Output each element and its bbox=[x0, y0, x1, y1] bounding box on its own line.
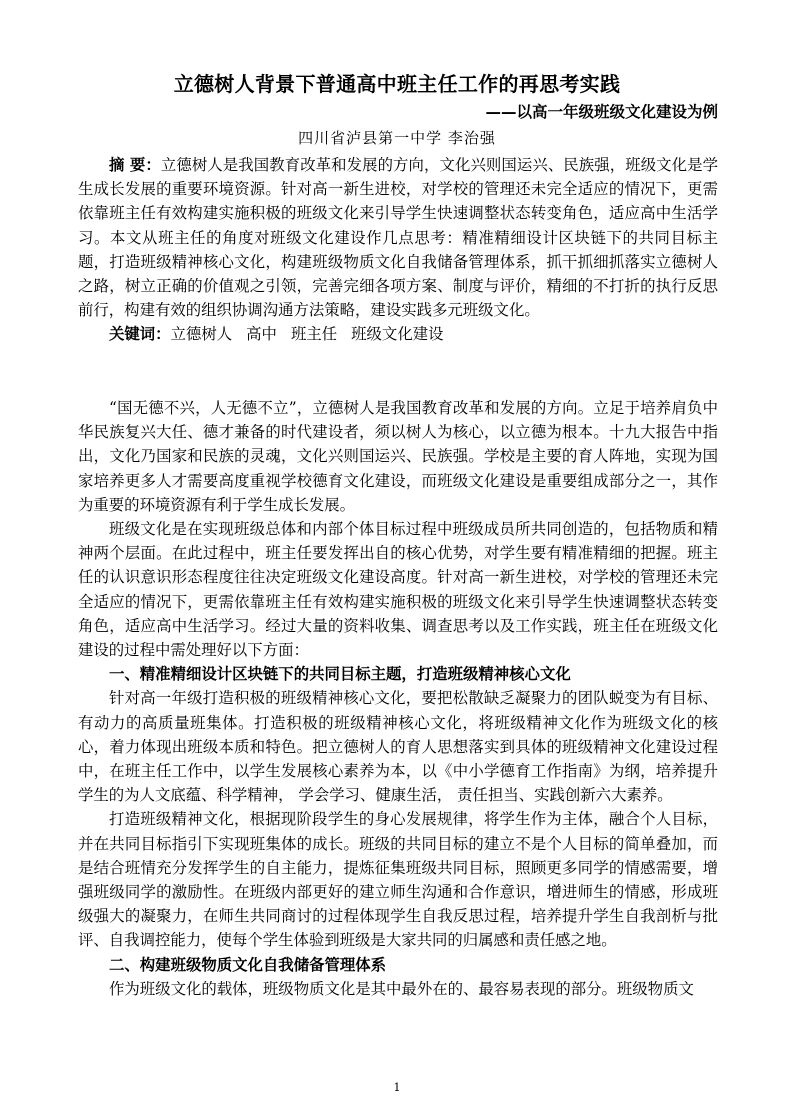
keyword: 立德树人 bbox=[170, 325, 233, 344]
document-subtitle: ——以高一年级班级文化建设为例 bbox=[485, 103, 718, 121]
keywords-label: 关键词： bbox=[109, 325, 171, 344]
body-paragraph: 作为班级文化的载体，班级物质文化是其中最外在的、最容易表现的部分。班级物质文 bbox=[109, 979, 694, 998]
abstract-block bbox=[78, 153, 718, 347]
keyword: 班级文化建设 bbox=[351, 325, 444, 344]
body-paragraph: 针对高一年级打造积极的班级精神核心文化，要把松散缺乏凝聚力的团队蜕变为有目标、有动力的高质量班集体。打造积极的班级精神核心文化，将班级精神文化作为班级文化的核心，着力体现出班级本质和特色。把立德树人的育人思想落实到具体的班级精神文化建设过程中，在班主任工作中，以学生发展核心素养为本，以《中小学德育工作指南》为纲，培养提升学生的为人文底蕴、科学精神， 学会学习、健康生活， 责任担当、实践创新六大素养。 bbox=[78, 689, 718, 805]
body-paragraph: 打造班级精神文化，根据现阶段学生的身心发展规律，将学生作为主体，融合个人目标，并在共同目标指引下实现班集体的成长。班级的共同目标的建立不是个人目标的简单叠加，而是结合班情充分发挥学生的自主能力，提炼征集班级共同目标，照顾更多同学的情感需要，增强班级同学的激励性。在班级内部更好的建立师生沟通和合作意识，增进师生的情感，形成班级强大的凝聚力，在师生共同商讨的过程体现学生自我反思过程，培养提升学生自我剖析与批评、自我调控能力，使每个学生体验到班级是大家共同的归属感和责任感之地。 bbox=[78, 810, 718, 950]
keywords-line bbox=[78, 322, 718, 346]
document-title: 立德树人背景下普通高中班主任工作的再思考实践 bbox=[173, 72, 621, 96]
keyword: 班主任 bbox=[290, 325, 338, 344]
page-number: 1 bbox=[393, 1081, 401, 1094]
section-heading: 一、精准精细设计区块链下的共同目标主题，打造班级精神核心文化 bbox=[109, 665, 571, 684]
body-paragraph: “国无德不兴，人无德不立”，立德树人是我国教育改革和发展的方向。立足于培养肩负中华民族复兴大任、德才兼备的时代建设者，须以树人为核心，以立德为根本。十九大报告中指出，文化乃国家和民族的灵魂，文化兴则国运兴、民族强。学校是主要的育人阵地，实现为国家培养更多人才需要高度重视学校德育文化建设，而班级文化建设是重要组成部分之一，其作为重要的环境资源有利于学生成长发展。 bbox=[78, 399, 718, 514]
author-line: 四川省泸县第一中学 李治强 bbox=[298, 129, 496, 147]
abstract-text: 立德树人是我国教育改革和发展的方向，文化兴则国运兴、民族强，班级文化是学生成长发展的重要环境资源。针对高一新生进校，对学校的管理还未完全适应的情况下，更需依靠班主任有效构建实施积极的班级文化来引导学生快速调整状态转变角色，适应高中生活学习。本文从班主任的角度对班级文化建设作几点思考：精准精细设计区块链下的共同目标主题，打造班级精神核心文化，构建班级物质文化自我储备管理体系，抓干抓细抓落实立德树人之路，树立正确的价值观之引领，完善完细各项方案、制度与评价，精细的不打折的执行反思前行，构建有效的组织协调沟通方法策略，建设实践多元班级文化。 bbox=[78, 156, 718, 320]
abstract-paragraph bbox=[78, 153, 718, 322]
main-body bbox=[78, 396, 718, 1001]
abstract-label: 摘 要： bbox=[109, 156, 161, 174]
keyword: 高中 bbox=[246, 325, 277, 344]
body-paragraph: 班级文化是在实现班级总体和内部个体目标过程中班级成员所共同创造的，包括物质和精神两个层面。在此过程中，班主任要发挥出自的核心优势，对学生要有精准精细的把握。班主任的认识意识形态程度往往决定班级文化建设高度。针对高一新生进校，对学校的管理还未完全适应的情况下，更需依靠班主任有效构建实施积极的班级文化来引导学生快速调整状态转变角色，适应高中生活学习。经过大量的资料收集、调查思考以及工作实践，班主任在班级文化建设的过程中需处理好以下方面： bbox=[78, 520, 718, 660]
section-heading: 二、构建班级物质文化自我储备管理体系 bbox=[109, 955, 387, 974]
